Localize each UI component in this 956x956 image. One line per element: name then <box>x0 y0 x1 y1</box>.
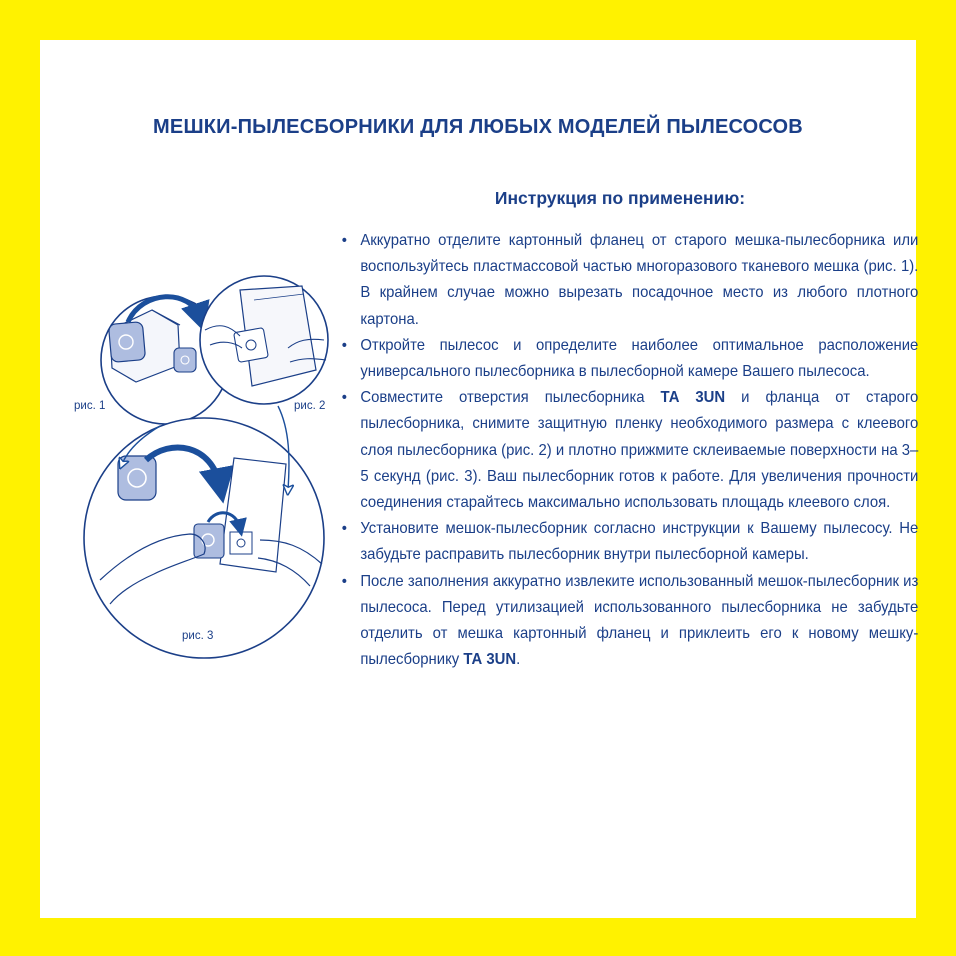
product-code: ТА 3UN <box>463 651 517 669</box>
instruction-text: . <box>516 651 521 669</box>
page-title: МЕШКИ-ПЫЛЕСБОРНИКИ ДЛЯ ЛЮБЫХ МОДЕЛЕЙ ПЫЛЕСОСОВ <box>153 116 803 138</box>
bullet-mark: • <box>341 572 347 590</box>
instruction-text: Установите мешок-пылесборник согласно инструкции к Вашему пылесосу. Не забудьте расправить пылесборник внутри пылесборной камеры. <box>360 520 919 564</box>
instruction-text: Совместите отверстия пылесборника <box>360 389 661 407</box>
instruction-list <box>338 228 919 673</box>
figure-3-label: рис. 3 <box>182 630 214 642</box>
instruction-text: и фланца от старого пылесборника, снимите защитную пленку необходимого размера с клеевого слоя пылесборника (рис. 2) и плотно прижмите склеиваемые поверхности на 3–5 секунд (рис. 3). Ваш пылесборник готов к работе. Для увеличения прочности соединения старайтесь максимально использовать площадь клеевого слоя. <box>360 389 919 512</box>
product-code: ТА 3UN <box>660 389 726 407</box>
instruction-item <box>338 333 918 385</box>
bullet-mark: • <box>341 232 347 249</box>
instructions-heading: Инструкция по применению: <box>494 188 746 208</box>
figure-2 <box>200 276 328 404</box>
figure-3 <box>84 418 324 658</box>
instruction-card <box>40 40 919 918</box>
bullet-mark: • <box>341 336 347 354</box>
figure-1-label: рис. 1 <box>74 400 106 412</box>
instruction-text: Откройте пылесос и определите наиболее оптимальное расположение универсального пылесборника в пылесборной камере Вашего пылесоса. <box>360 336 919 381</box>
instruction-text: После заполнения аккуратно извлеките использованный мешок-пылесборник из пылесоса. Перед утилизацией использованного пылесборника не забудьте отделить от мешка картонный фланец и приклеить его к новому мешку-пылесборнику <box>360 572 919 669</box>
figure-2-label: рис. 2 <box>294 400 326 412</box>
instruction-text: Аккуратно отделите картонный фланец от старого мешка-пылесборника или воспользуйтесь пластмассовой частью многоразового тканевого мешка (рис. 1). В крайнем случае можно вырезать посадочное место из любого плотного картона. <box>360 232 919 328</box>
bullet-mark: • <box>341 520 347 538</box>
instruction-item <box>338 385 918 516</box>
instruction-item <box>338 516 918 568</box>
instruction-item <box>338 228 918 333</box>
bullet-mark: • <box>341 389 347 407</box>
instruction-item <box>338 569 918 674</box>
